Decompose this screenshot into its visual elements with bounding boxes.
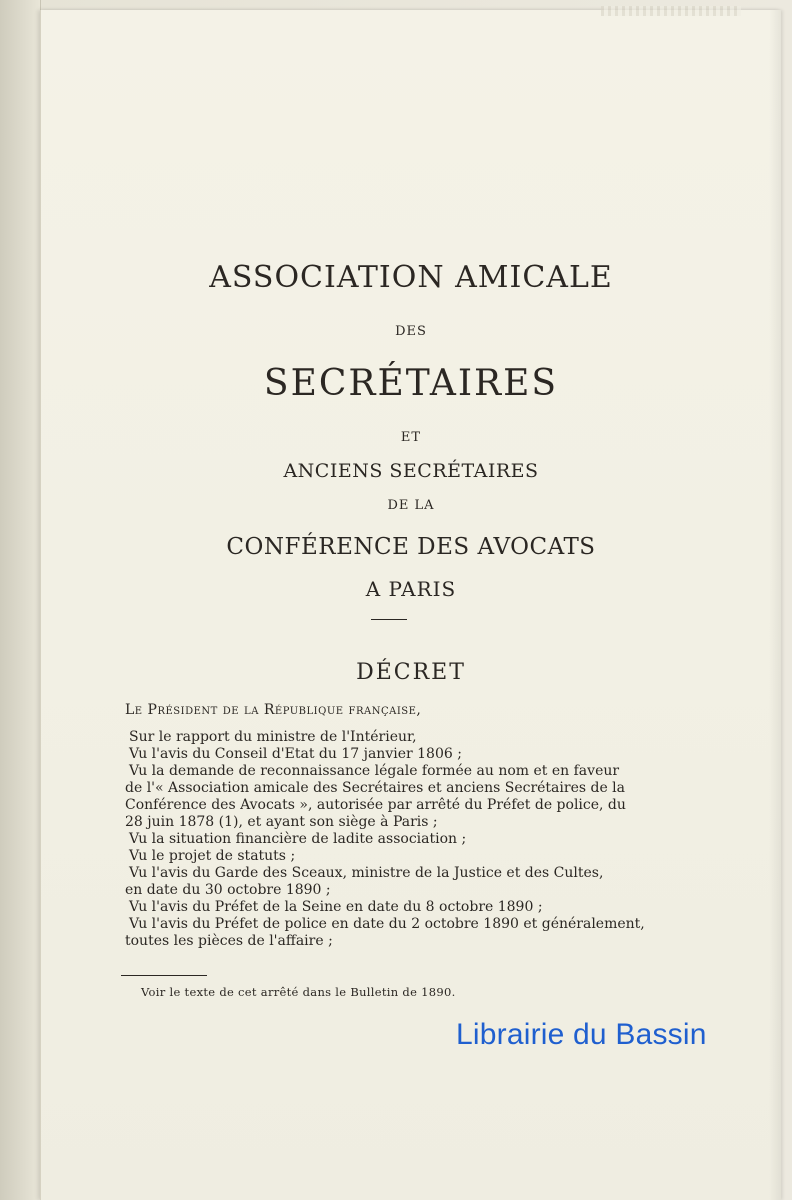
decree-line: 28 juin 1878 (1), et ayant son siège à Paris ;	[125, 814, 438, 830]
title-divider	[371, 619, 407, 620]
title-secretaires: SECRÉTAIRES	[263, 363, 559, 404]
page-top-wear	[601, 6, 741, 16]
book-page	[40, 10, 781, 1200]
decree-line: Vu la situation financière de ladite association ;	[129, 831, 467, 847]
decree-line: Vu le projet de statuts ;	[129, 848, 296, 864]
decree-line: Vu l'avis du Préfet de police en date du 2 octobre 1890 et généralement,	[129, 916, 645, 932]
book-cover-edge	[0, 0, 41, 1200]
decree-line: Vu l'avis du Conseil d'Etat du 17 janvier 1806 ;	[129, 746, 462, 762]
decree-line: en date du 30 octobre 1890 ;	[125, 882, 331, 898]
decree-heading: DÉCRET	[356, 660, 466, 685]
decree-line: toutes les pièces de l'affaire ;	[125, 933, 333, 949]
decree-line: Vu l'avis du Garde des Sceaux, ministre de la Justice et des Cultes,	[129, 865, 604, 881]
decree-line: de l'« Association amicale des Secrétaires et anciens Secrétaires de la	[125, 780, 626, 796]
decree-line: Vu la demande de reconnaissance légale formée au nom et en faveur	[129, 763, 620, 779]
title-a-paris: A PARIS	[365, 577, 457, 601]
title-anciens-secretaires: ANCIENS SECRÉTAIRES	[283, 460, 539, 482]
decree-line: Conférence des Avocats », autorisée par arrêté du Préfet de police, du	[125, 797, 626, 813]
title-de-la: DE LA	[387, 498, 435, 513]
title-conference-des-avocats: CONFÉRENCE DES AVOCATS	[226, 534, 596, 560]
page-right-shadow	[769, 10, 781, 1200]
decree-line: Vu l'avis du Préfet de la Seine en date du 8 octobre 1890 ;	[129, 899, 543, 915]
decree-line: Sur le rapport du ministre de l'Intérieur,	[129, 729, 417, 745]
decree-body	[125, 702, 645, 950]
title-des: DES	[395, 324, 427, 339]
seller-watermark: Librairie du Bassin	[456, 1018, 707, 1051]
footnote-divider	[121, 975, 207, 976]
title-et: ET	[400, 430, 422, 445]
decree-president-line: Le Président de la République française,	[125, 702, 422, 718]
footnote: Voir le texte de cet arrêté dans le Bulletin de 1890.	[141, 985, 456, 999]
title-association-amicale: ASSOCIATION AMICALE	[209, 260, 613, 295]
